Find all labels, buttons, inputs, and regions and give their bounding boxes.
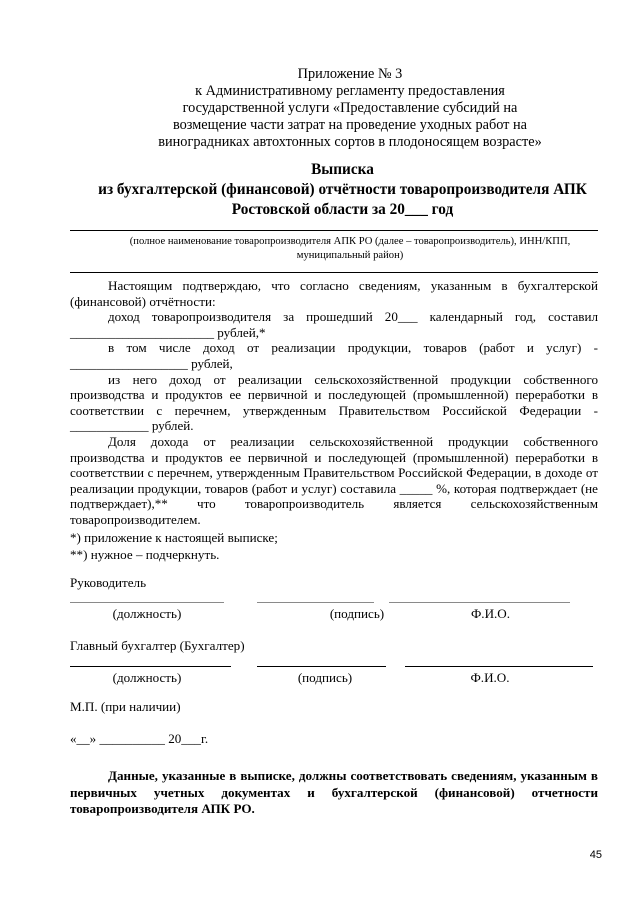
title-line: Выписка <box>311 161 374 178</box>
paragraph-sales-income: в том числе доход от реализации продукции, товаров (работ и услуг) - __________________ рублей, <box>70 340 598 371</box>
final-note: Данные, указанные в выписке, должны соответствовать сведениям, указанным в первичных учетных документах и бухгалтерской (финансовой) отчетности товаропроизводителя АПК РО. <box>70 768 598 816</box>
statement-body <box>70 278 598 528</box>
accountant-position-line <box>70 666 231 667</box>
accountant-signature-caption: (подпись) <box>297 670 353 685</box>
accountant-position-caption: (должность) <box>112 670 182 685</box>
accountant-name-line <box>405 666 593 667</box>
page-number: 45 <box>589 849 602 861</box>
appendix-line: государственной услуги «Предоставление субсидий на <box>182 100 518 116</box>
accountant-label: Главный бухгалтер (Бухгалтер) <box>70 638 245 653</box>
appendix-line: Приложение № 3 <box>297 66 403 82</box>
stamp-note: М.П. (при наличии) <box>70 699 181 714</box>
footnote-underline: **) нужное – подчеркнуть. <box>70 547 220 562</box>
caption-underline <box>70 272 598 273</box>
head-signature-caption: (подпись) <box>329 606 385 621</box>
appendix-line: виноградниках автохтонных сортов в плодоносящем возрасте» <box>158 134 542 150</box>
head-position-line <box>70 602 224 603</box>
title-line: Ростовской области за 20___ год <box>231 201 454 218</box>
footnote-attachment: *) приложение к настоящей выписке; <box>70 530 278 545</box>
caption-line: (полное наименование товаропроизводителя АПК РО (далее – товаропроизводитель), ИНН/КПП, <box>129 236 571 247</box>
accountant-signature-line <box>257 666 386 667</box>
head-name-line <box>389 602 570 603</box>
head-name-caption: Ф.И.О. <box>470 606 511 621</box>
head-signature-line <box>257 602 374 603</box>
paragraph-agri-income: из него доход от реализации сельскохозяйственной продукции собственного производства и продуктов ее первичной и последующей (промышленной) переработки в соответствии с перечнем, утвержденным Правительством Российской Федерации - ____________ рублей. <box>70 371 598 434</box>
head-position-caption: (должность) <box>112 606 182 621</box>
caption-line: муниципальный район) <box>296 250 404 261</box>
title-line: из бухгалтерской (финансовой) отчётности товаропроизводителя АПК <box>98 181 587 198</box>
appendix-line: к Административному регламенту предоставления <box>195 83 505 99</box>
name-caption <box>100 235 600 263</box>
date-line: «__» __________ 20___г. <box>70 731 209 746</box>
name-underline <box>70 230 598 231</box>
paragraph-share: Доля дохода от реализации сельскохозяйственной продукции собственного производства и продуктов ее первичной и последующей (промышленной) переработки в соответствии с перечнем, утвержденным Правительством Российской Федерации, в доходе от реализации продукции, товаров (работ и услуг) составила _____ %, которая подтверждает (не подтверждает),** что товаропроизводитель является сельскохозяйственным товаропроизводителем. <box>70 433 598 527</box>
document-title <box>70 160 615 220</box>
accountant-name-caption: Ф.И.О. <box>470 670 510 685</box>
paragraph-intro: Настоящим подтверждаю, что согласно сведениям, указанным в бухгалтерской (финансовой) отчётности: <box>70 278 598 309</box>
appendix-line: возмещение части затрат на проведение уходных работ на <box>172 117 528 133</box>
head-label: Руководитель <box>70 575 147 590</box>
paragraph-income: доход товаропроизводителя за прошедший 20___ календарный год, составил ______________________ рублей,* <box>70 309 598 340</box>
appendix-header <box>150 66 550 151</box>
